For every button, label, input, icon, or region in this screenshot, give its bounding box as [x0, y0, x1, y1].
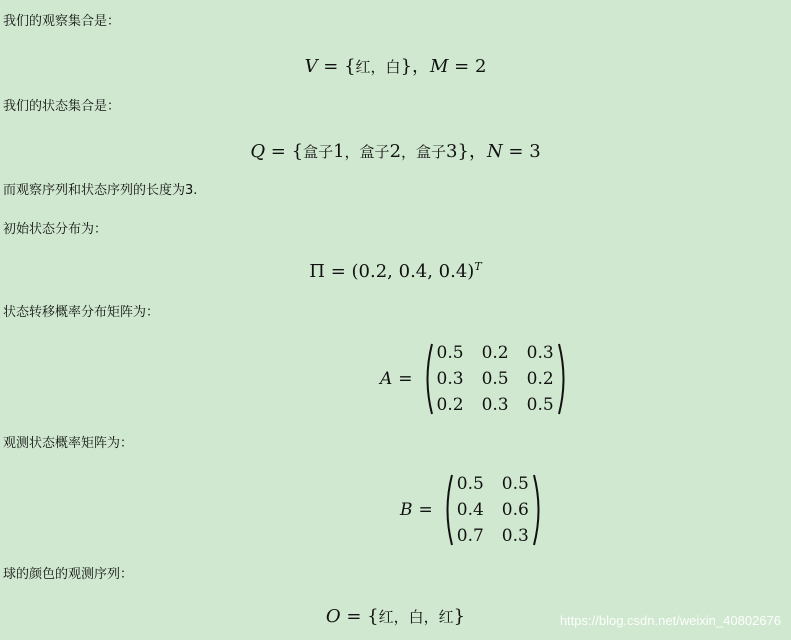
formula-var: O	[325, 606, 341, 627]
matrix-cell: 0.6	[501, 500, 529, 520]
formula-op: = {	[265, 141, 304, 162]
formula-cjk: 盒子	[416, 143, 447, 161]
formula-op: = 3	[502, 141, 541, 162]
matrix-cell: 0.7	[456, 526, 484, 546]
observation-set-intro: 我们的观察集合是：	[3, 14, 121, 29]
formula-cjk: ，	[344, 143, 360, 161]
formula-cjk: ，	[401, 143, 417, 161]
formula-cjk: 盒子	[303, 143, 334, 161]
formula-cjk: 盒子	[359, 143, 390, 161]
matrix-cell: 0.3	[436, 369, 464, 389]
matrix-cell: 0.5	[526, 395, 554, 415]
formula-var: N	[486, 141, 503, 162]
transpose-superscript: T	[474, 260, 482, 273]
matrix-cell: 0.3	[481, 395, 509, 415]
watermark-text: https://blog.csdn.net/weixin_40802676	[559, 613, 781, 628]
sequence-length-text: 而观察序列和状态序列的长度为3.	[3, 183, 198, 198]
matrix-grid	[433, 341, 558, 417]
emission-intro: 观测状态概率矩阵为：	[3, 436, 134, 451]
right-paren-icon	[558, 342, 570, 416]
matrix-cell: 0.4	[456, 500, 484, 520]
matrix-cell: 0.2	[481, 343, 509, 363]
matrix-cell: 0.5	[456, 474, 484, 494]
formula-var: V	[304, 56, 318, 77]
observation-set-formula	[0, 52, 791, 78]
matrix-cell: 0.5	[501, 474, 529, 494]
formula-cjk: 红，白	[355, 58, 401, 76]
left-paren-icon	[421, 342, 433, 416]
matrix-cell: 0.3	[501, 526, 529, 546]
equals-sign: =	[418, 500, 433, 520]
formula-num: 1	[333, 141, 345, 162]
state-set-formula	[0, 137, 791, 163]
matrix-cell: 0.3	[526, 343, 554, 363]
matrix-B	[400, 472, 545, 548]
state-set-intro: 我们的状态集合是：	[3, 99, 121, 114]
formula-op: }，	[400, 56, 431, 77]
equals-sign: =	[398, 369, 413, 389]
formula-cjk: 红，白，红	[378, 608, 454, 626]
matrix-cell: 0.2	[526, 369, 554, 389]
left-paren-icon	[441, 473, 453, 547]
formula-num: 2	[389, 141, 402, 162]
ball-color-intro: 球的颜色的观测序列：	[3, 567, 134, 582]
right-paren-icon	[533, 473, 545, 547]
matrix-name: B	[400, 500, 413, 520]
initial-dist-intro: 初始状态分布为：	[3, 222, 108, 237]
matrix-A	[380, 341, 570, 417]
initial-dist-formula	[0, 260, 791, 282]
transition-intro: 状态转移概率分布矩阵为：	[3, 305, 160, 320]
matrix-cell: 0.5	[436, 343, 464, 363]
pi-expression: Π = (0.2, 0.4, 0.4)	[309, 261, 475, 282]
formula-num: 3	[446, 141, 458, 162]
matrix-cell: 0.2	[436, 395, 464, 415]
formula-var: M	[430, 56, 449, 77]
formula-op: = 2	[448, 56, 487, 77]
formula-op: }	[453, 606, 466, 627]
matrix-grid	[453, 472, 533, 548]
matrix-cell: 0.5	[481, 369, 509, 389]
formula-op: }，	[457, 141, 487, 162]
formula-var: Q	[250, 141, 266, 162]
matrix-name: A	[380, 369, 393, 389]
formula-op: = {	[317, 56, 356, 77]
formula-op: = {	[340, 606, 379, 627]
